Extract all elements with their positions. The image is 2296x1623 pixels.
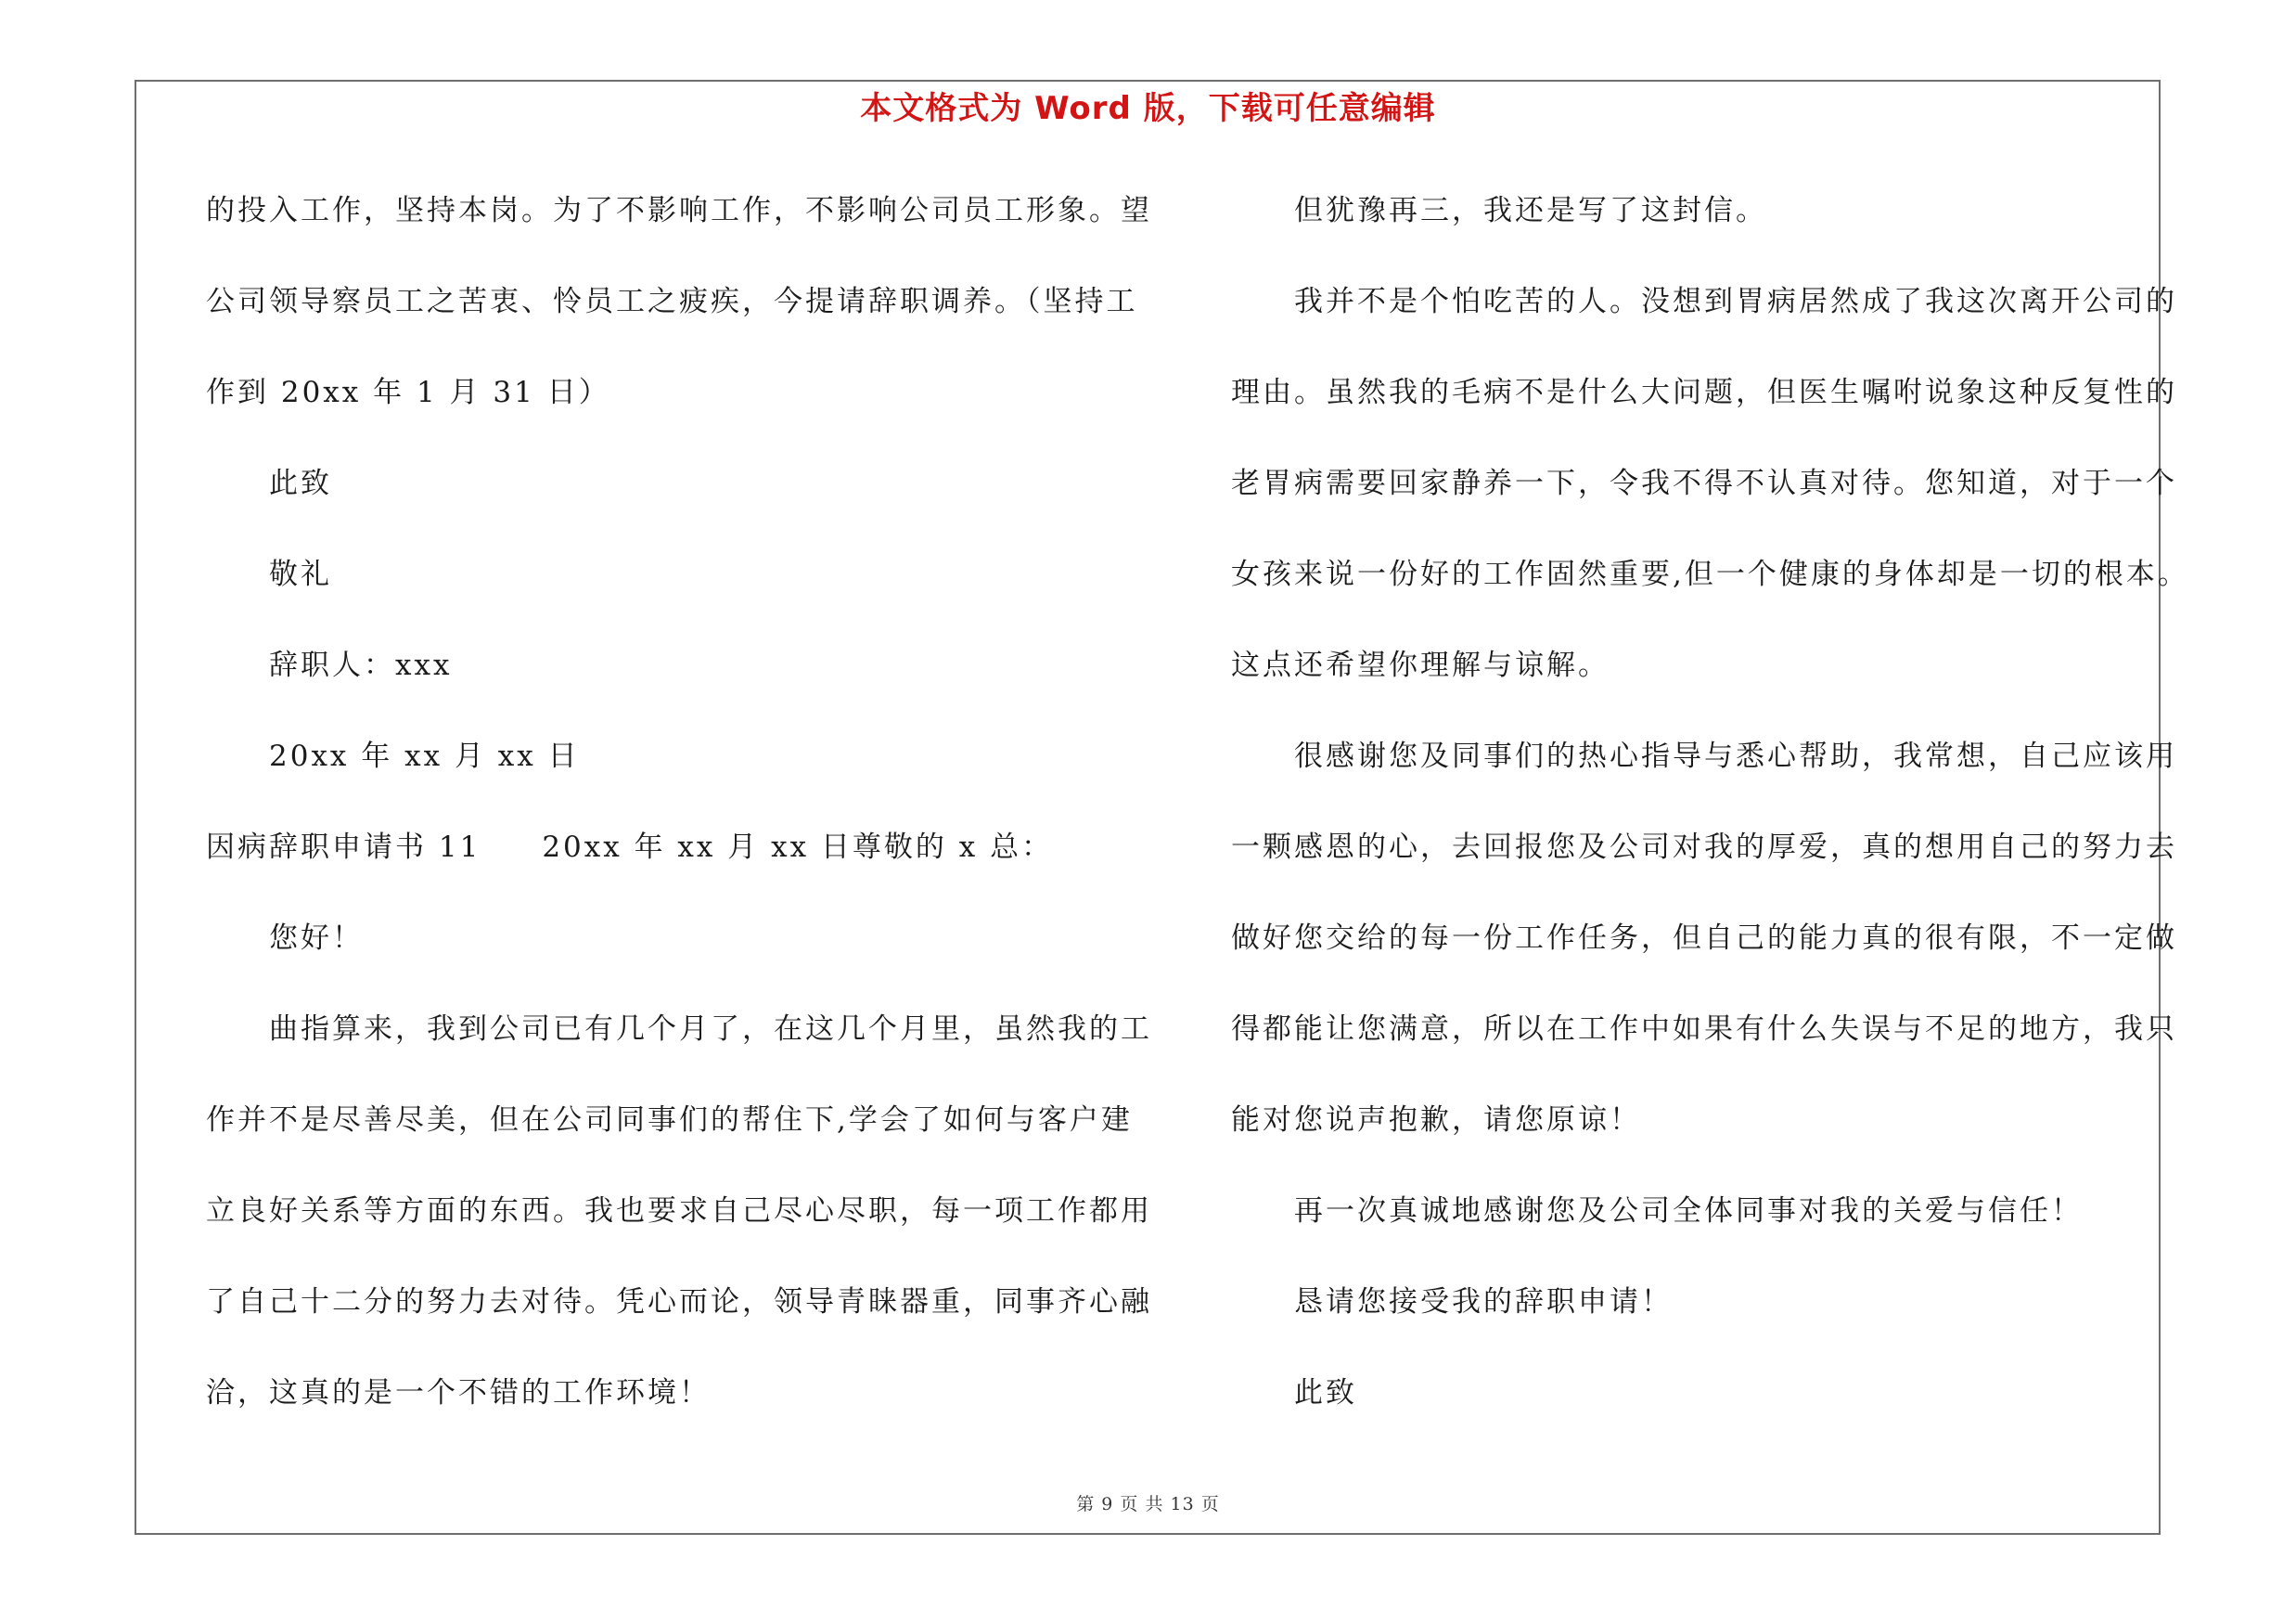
paragraph-line: 得都能让您满意，所以在工作中如果有什么失误与不足的地方，我只 [1231, 1012, 2177, 1046]
paragraph-line: 理由。虽然我的毛病不是什么大问题，但医生嘱咐说象这种反复性的 [1231, 376, 2177, 409]
right-text-column [1231, 184, 2189, 1457]
paragraph-line: 曲指算来，我到公司已有几个月了，在这几个月里，虽然我的工 [269, 1012, 1152, 1046]
paragraph-line: 但犹豫再三，我还是写了这封信。 [1294, 194, 1767, 227]
paragraph-line: 这点还希望你理解与谅解。 [1231, 649, 1610, 682]
paragraph-line: 立良好关系等方面的东西。我也要求自己尽心尽职，每一项工作都用 [206, 1194, 1152, 1228]
paragraph-line: 老胃病需要回家静养一下，令我不得不认真对待。您知道，对于一个 [1231, 467, 2177, 500]
paragraph-line: 很感谢您及同事们的热心指导与悉心帮助，我常想，自己应该用 [1294, 740, 2177, 773]
paragraph-line: 能对您说声抱歉，请您原谅！ [1231, 1103, 1641, 1137]
paragraph-line: 洽，这真的是一个不错的工作环境！ [206, 1376, 711, 1410]
paragraph-line: 再一次真诚地感谢您及公司全体同事对我的关爱与信任！ [1294, 1194, 2083, 1228]
format-notice-banner: 本文格式为 Word 版，下载可任意编辑 [860, 90, 1436, 127]
paragraph-line: 的投入工作，坚持本岗。为了不影响工作，不影响公司员工形象。望 [206, 194, 1152, 227]
section-heading-line [206, 820, 1134, 911]
greeting-line: 20xx 年 xx 月 xx 日尊敬的 x 总： [542, 831, 1054, 864]
paragraph-line: 作到 20xx 年 1 月 31 日） [206, 376, 610, 409]
letter-date: 20xx 年 xx 月 xx 日 [269, 740, 580, 773]
greeting-hello: 您好！ [269, 921, 364, 955]
page-number-footer: 第 9 页 共 13 页 [1076, 1494, 1220, 1514]
paragraph-line: 恳请您接受我的辞职申请！ [1294, 1285, 1673, 1319]
paragraph-line: 作并不是尽善尽美，但在公司同事们的帮住下,学会了如何与客户建 [206, 1103, 1133, 1137]
closing-salutation: 此致 [1294, 1376, 1357, 1410]
paragraph-line: 做好您交给的每一份工作任务，但自己的能力真的很有限，不一定做 [1231, 921, 2177, 955]
section-heading: 因病辞职申请书 11 [206, 831, 481, 864]
closing-salutation: 此致 [269, 467, 332, 500]
left-text-column [206, 184, 1152, 1457]
paragraph-line: 女孩来说一份好的工作固然重要,但一个健康的身体却是一切的根本。 [1231, 558, 2189, 591]
paragraph-line: 一颗感恩的心，去回报您及公司对我的厚爱，真的想用自己的努力去 [1231, 831, 2177, 864]
signatory: 辞职人：xxx [269, 649, 453, 682]
paragraph-line: 公司领导察员工之苦衷、怜员工之疲疾，今提请辞职调养。（坚持工 [206, 285, 1138, 318]
paragraph-line: 了自己十二分的努力去对待。凭心而论，领导青睐器重，同事齐心融 [206, 1285, 1152, 1319]
paragraph-line: 我并不是个怕吃苦的人。没想到胃病居然成了我这次离开公司的 [1294, 285, 2177, 318]
closing-regards: 敬礼 [269, 558, 332, 591]
